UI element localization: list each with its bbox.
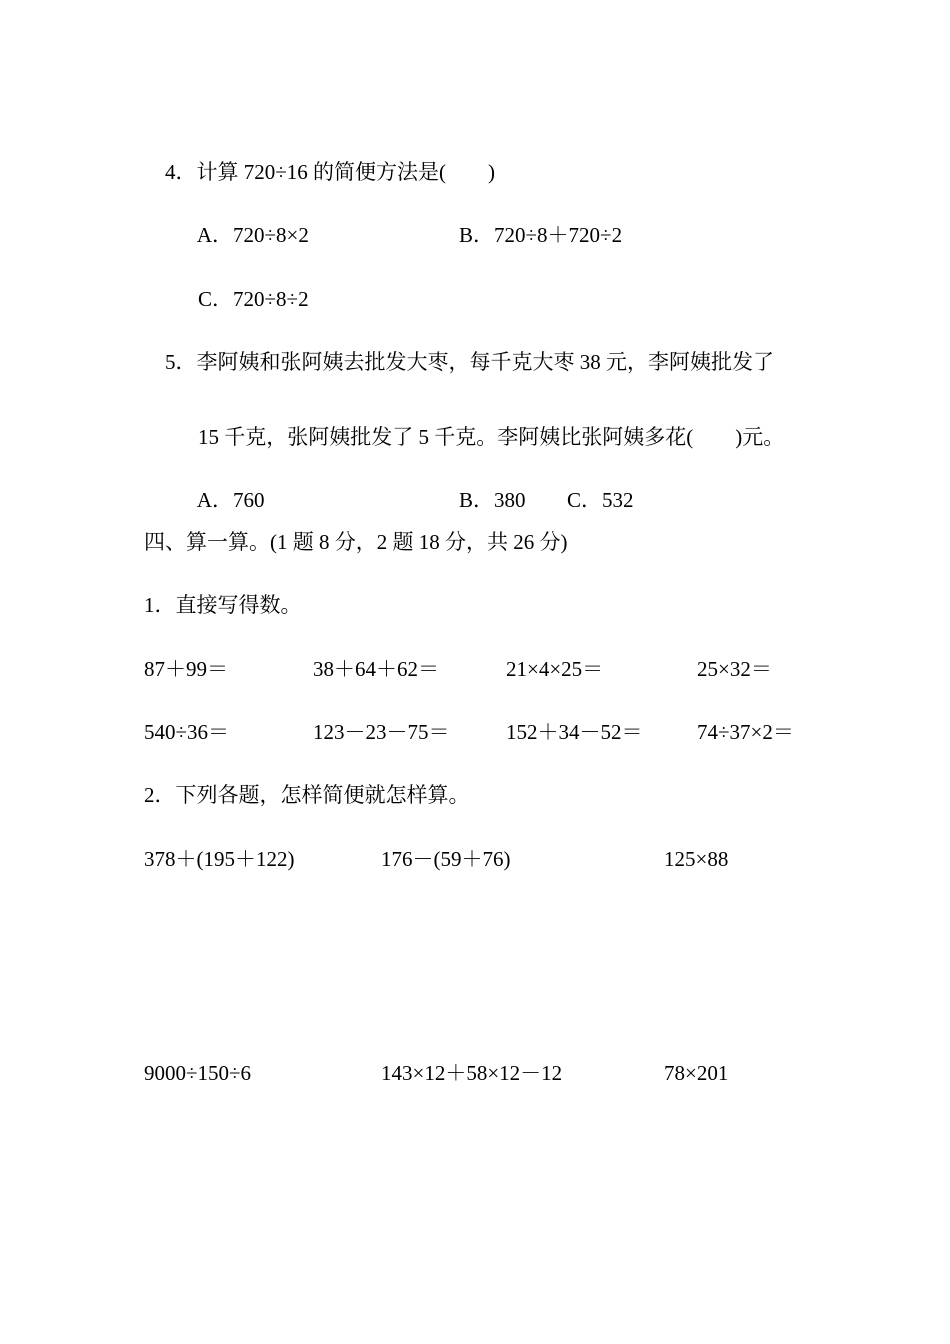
simplify-item: 378＋(195＋122)	[144, 847, 295, 871]
simplify-item: 78×201	[664, 1061, 729, 1085]
calc-item: 123－23－75＝	[313, 720, 450, 744]
option-label: A．	[196, 488, 234, 512]
option-label: B．	[459, 488, 495, 512]
simplify-item: 125×88	[664, 847, 729, 871]
q5-text-line2: 15 千克，张阿姨批发了 5 千克。李阿姨比张阿姨多花( )元。	[198, 425, 785, 449]
q5-stem-line2	[177, 406, 784, 469]
simplify-item: 176－(59＋76)	[381, 847, 511, 871]
section-heading: 四、算一算。(1 题 8 分，2 题 18 分，共 26 分)	[144, 530, 568, 554]
calc-item: 38＋64＋62＝	[313, 657, 439, 681]
q5-stem-line1	[144, 331, 774, 394]
option-label: B．	[459, 223, 495, 247]
q4-stem	[144, 141, 495, 204]
q4-text: 计算 720÷16 的简便方法是( )	[196, 160, 496, 184]
option-text: 760	[233, 488, 265, 512]
option-text: 720÷8×2	[233, 223, 309, 247]
option-text: 380	[494, 488, 526, 512]
calc-item: 74÷37×2＝	[697, 720, 794, 744]
calc-item: 152＋34－52＝	[506, 720, 643, 744]
option-label: C．	[198, 287, 234, 311]
calc-item: 87＋99＝	[144, 657, 228, 681]
q4-option-a	[177, 204, 309, 267]
q5-option-a	[177, 469, 265, 532]
option-text: 532	[602, 488, 634, 512]
calc-item: 25×32＝	[697, 657, 772, 681]
q5-option-b	[438, 469, 526, 532]
q4-option-c	[177, 268, 309, 331]
q5-option-c	[546, 469, 634, 532]
q4-number: 4．	[165, 160, 197, 184]
option-text: 720÷8÷2	[233, 287, 309, 311]
part2-title: 2．下列各题，怎样简便就怎样算。	[144, 783, 470, 807]
option-text: 720÷8＋720÷2	[494, 223, 623, 247]
q4-option-b	[438, 204, 622, 267]
part1-title: 1．直接写得数。	[144, 593, 302, 617]
simplify-item: 9000÷150÷6	[144, 1061, 252, 1085]
q5-text-line1: 李阿姨和张阿姨去批发大枣，每千克大枣 38 元，李阿姨批发了	[196, 350, 774, 374]
calc-item: 540÷36＝	[144, 720, 230, 744]
calc-item: 21×4×25＝	[506, 657, 604, 681]
simplify-item: 143×12＋58×12－12	[381, 1061, 563, 1085]
option-label: A．	[196, 223, 234, 247]
q5-number: 5．	[165, 350, 197, 374]
option-label: C．	[567, 488, 603, 512]
